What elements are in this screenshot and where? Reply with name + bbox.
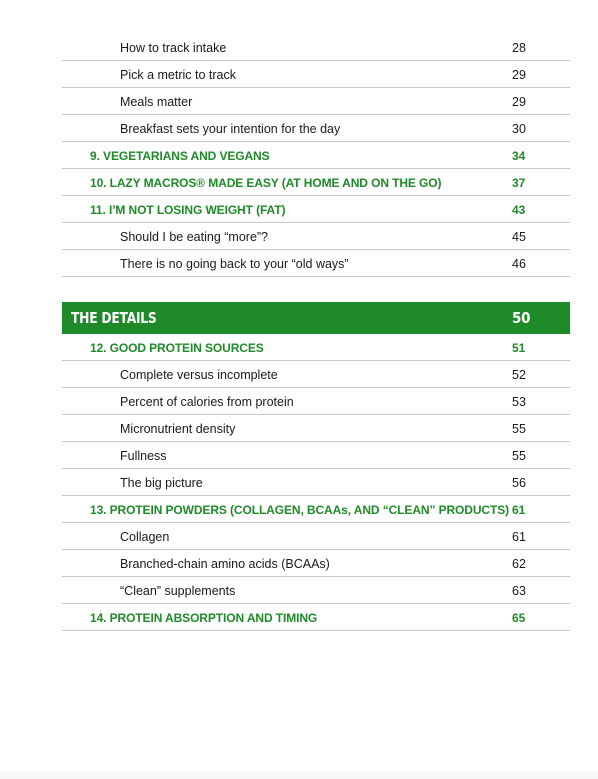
section-page-number: 50 bbox=[512, 309, 531, 327]
toc-entry-row[interactable] bbox=[62, 61, 570, 88]
toc-entry-row[interactable] bbox=[62, 469, 570, 496]
toc-page-number: 52 bbox=[512, 368, 526, 382]
toc-page-number: 45 bbox=[512, 230, 526, 244]
toc-chapter-row[interactable] bbox=[62, 142, 570, 169]
toc-list-top bbox=[62, 34, 570, 277]
toc-page-number: 65 bbox=[512, 611, 526, 625]
toc-page-number: 29 bbox=[512, 95, 526, 109]
toc-chapter-row[interactable] bbox=[62, 496, 570, 523]
toc-entry-title: Micronutrient density bbox=[120, 422, 236, 436]
toc-entry-title: 14. PROTEIN ABSORPTION AND TIMING bbox=[90, 611, 318, 625]
toc-chapter-row[interactable] bbox=[62, 604, 570, 631]
toc-page-number: 51 bbox=[512, 341, 526, 355]
toc-page-number: 30 bbox=[512, 122, 526, 136]
toc-entry-title: Branched-chain amino acids (BCAAs) bbox=[120, 557, 330, 571]
toc-entry-row[interactable] bbox=[62, 388, 570, 415]
toc-entry-title: Fullness bbox=[120, 449, 167, 463]
toc-page-number: 37 bbox=[512, 176, 526, 190]
toc-entry-row[interactable] bbox=[62, 550, 570, 577]
toc-entry-row[interactable] bbox=[62, 415, 570, 442]
toc-entry-row[interactable] bbox=[62, 442, 570, 469]
toc-page-number: 28 bbox=[512, 41, 526, 55]
toc-entry-title: There is no going back to your “old ways” bbox=[120, 257, 349, 271]
toc-page-number: 55 bbox=[512, 449, 526, 463]
page-bottom-band bbox=[0, 771, 598, 779]
toc-page-number: 56 bbox=[512, 476, 526, 490]
toc-entry-row[interactable] bbox=[62, 250, 570, 277]
toc-entry-title: Percent of calories from protein bbox=[120, 395, 294, 409]
toc-entry-title: 9. VEGETARIANS AND VEGANS bbox=[90, 149, 270, 163]
toc-entry-title: The big picture bbox=[120, 476, 203, 490]
toc-list-bottom bbox=[62, 334, 570, 631]
toc-chapter-row[interactable] bbox=[62, 169, 570, 196]
toc-entry-title: Breakfast sets your intention for the day bbox=[120, 122, 341, 136]
toc-entry-row[interactable] bbox=[62, 223, 570, 250]
toc-entry-title: How to track intake bbox=[120, 41, 227, 55]
toc-page-number: 43 bbox=[512, 203, 526, 217]
toc-page-number: 61 bbox=[512, 530, 526, 544]
toc-entry-title: Pick a metric to track bbox=[120, 68, 236, 82]
toc-entry-title: Collagen bbox=[120, 530, 170, 544]
toc-entry-row[interactable] bbox=[62, 577, 570, 604]
toc-entry-title: Complete versus incomplete bbox=[120, 368, 278, 382]
toc-page-number: 29 bbox=[512, 68, 526, 82]
toc-entry-row[interactable] bbox=[62, 523, 570, 550]
toc-entry-row[interactable] bbox=[62, 115, 570, 142]
toc-entry-title: 12. GOOD PROTEIN SOURCES bbox=[90, 341, 264, 355]
toc-entry-title: 10. LAZY MACROS® MADE EASY (AT HOME AND ON THE GO) bbox=[90, 176, 442, 190]
toc-entry-title: Should I be eating “more”? bbox=[120, 230, 269, 244]
toc-page-number: 53 bbox=[512, 395, 526, 409]
toc-page-number: 62 bbox=[512, 557, 526, 571]
table-of-contents bbox=[62, 34, 570, 631]
toc-entry-title: 11. I’M NOT LOSING WEIGHT (FAT) bbox=[90, 203, 286, 217]
toc-entry-title: 13. PROTEIN POWDERS (COLLAGEN, BCAAs, AND “CLEAN” PRODUCTS) bbox=[90, 503, 510, 517]
toc-page-number: 46 bbox=[512, 257, 526, 271]
toc-page-number: 61 bbox=[512, 503, 526, 517]
toc-page-number: 34 bbox=[512, 149, 526, 163]
section-title: THE DETAILS bbox=[71, 309, 157, 327]
toc-chapter-row[interactable] bbox=[62, 196, 570, 223]
toc-entry-row[interactable] bbox=[62, 34, 570, 61]
toc-entry-title: Meals matter bbox=[120, 95, 193, 109]
toc-entry-row[interactable] bbox=[62, 361, 570, 388]
section-spacer bbox=[62, 277, 570, 302]
toc-entry-title: “Clean” supplements bbox=[120, 584, 236, 598]
toc-page-number: 55 bbox=[512, 422, 526, 436]
toc-entry-row[interactable] bbox=[62, 88, 570, 115]
toc-page-number: 63 bbox=[512, 584, 526, 598]
section-header bbox=[62, 302, 570, 334]
toc-chapter-row[interactable] bbox=[62, 334, 570, 361]
